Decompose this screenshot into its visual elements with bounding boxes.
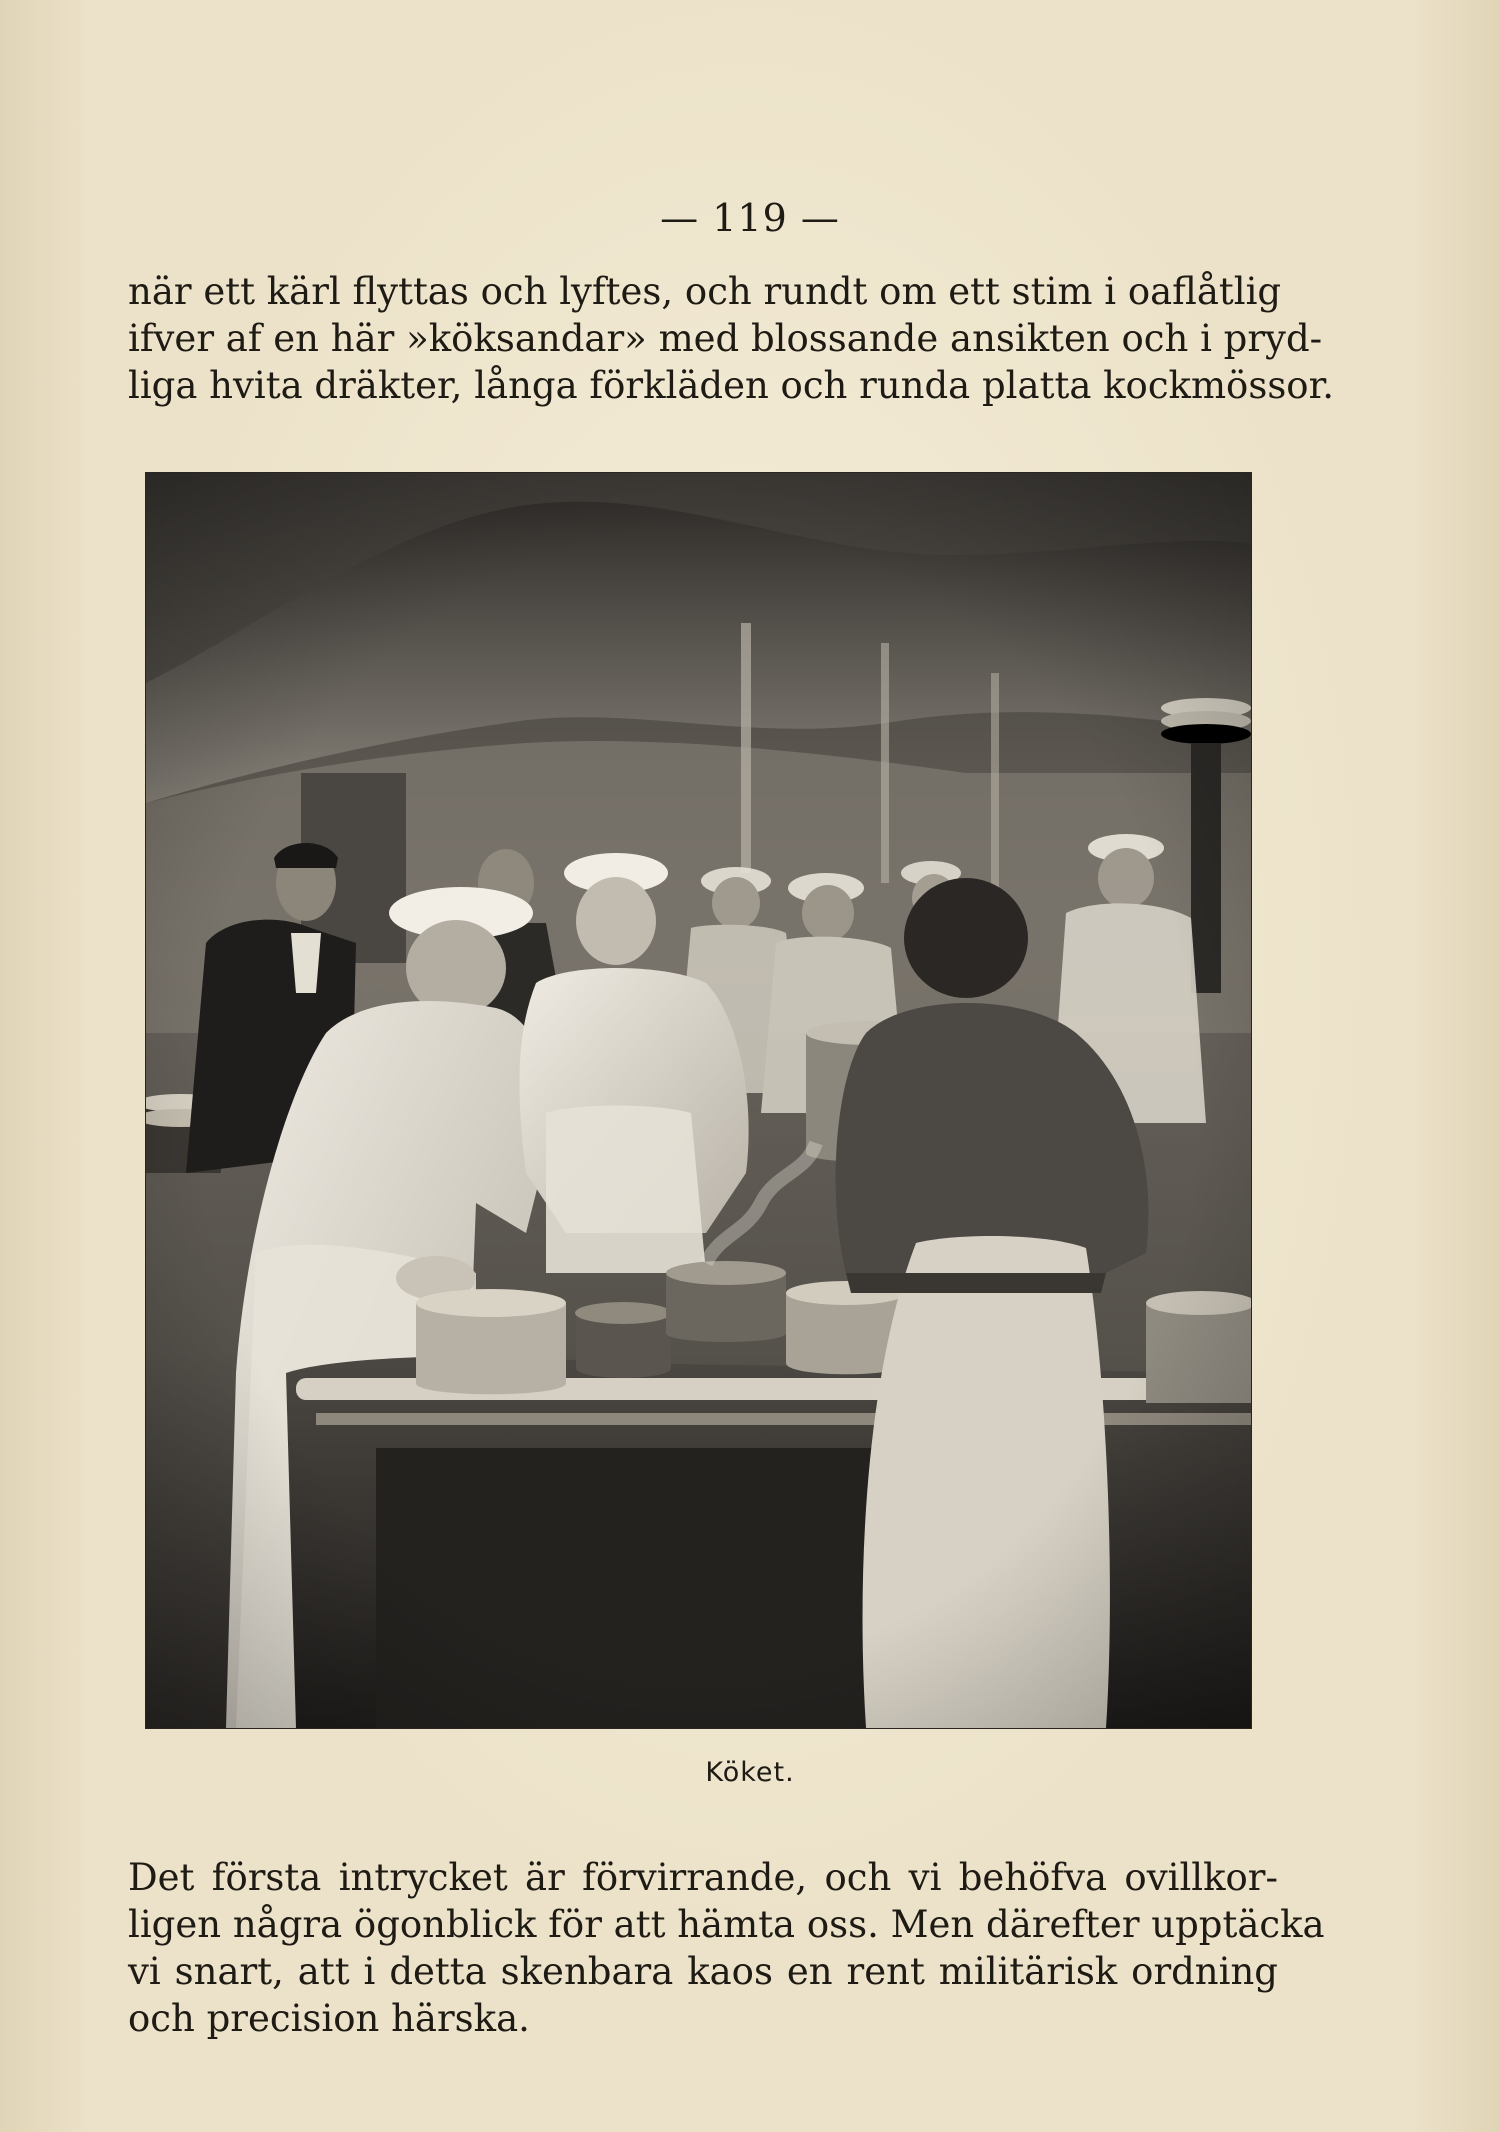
paragraph-top bbox=[128, 268, 1334, 409]
paragraph-line: vi snart, att i detta skenbara kaos en rent militärisk ordning bbox=[128, 1950, 1278, 1993]
paragraph-line: när ett kärl flyttas och lyftes, och rundt om ett stim i oaflåtlig bbox=[128, 270, 1282, 313]
paragraph-line: ifver af en här »köksandar» med blossande ansikten och i pryd- bbox=[128, 317, 1323, 360]
paragraph-bottom bbox=[128, 1854, 1325, 2042]
paragraph-line: Det första intrycket är förvirrande, och vi behöfva ovillkor- bbox=[128, 1856, 1278, 1899]
kitchen-scene-drawing bbox=[146, 473, 1251, 1728]
page-number: — 119 — bbox=[660, 196, 840, 240]
paragraph-line: liga hvita dräkter, långa förkläden och runda platta kockmössor. bbox=[128, 364, 1334, 407]
paragraph-line: och precision härska. bbox=[128, 1997, 530, 2040]
kitchen-illustration bbox=[145, 472, 1252, 1729]
paragraph-line: ligen några ögonblick för att hämta oss. Men därefter upptäcka bbox=[128, 1903, 1325, 1946]
figure-caption: Köket. bbox=[705, 1757, 795, 1788]
